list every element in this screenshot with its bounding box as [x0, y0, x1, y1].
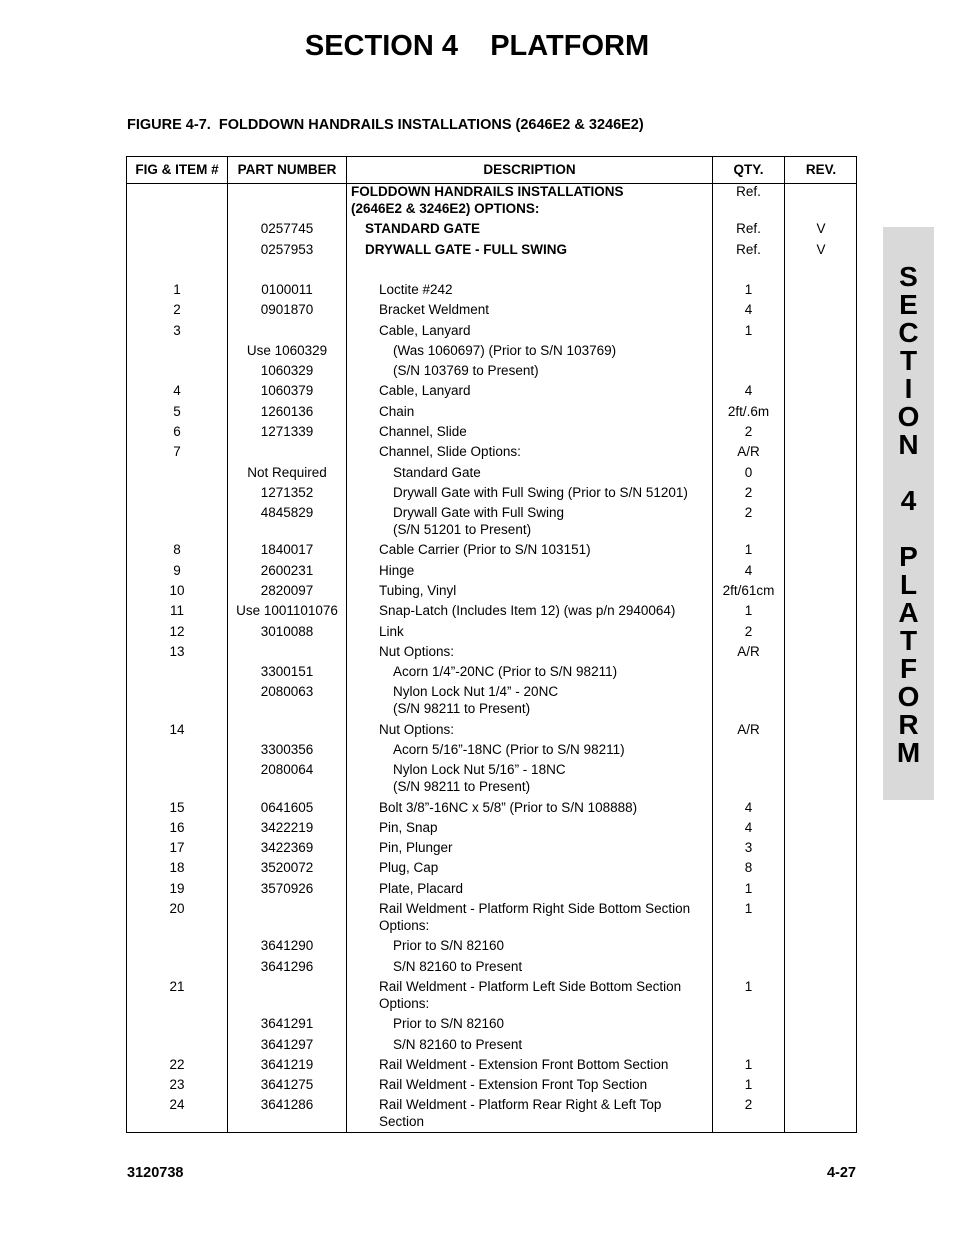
qty-cell: Ref.	[736, 221, 761, 236]
qty-cell: 1	[744, 542, 753, 557]
part-number-cell: 0257953	[260, 242, 314, 257]
description-cell: Prior to S/N 82160	[393, 1016, 505, 1031]
description-cell: Cable, Lanyard	[379, 323, 471, 338]
qty-cell: 1	[744, 901, 753, 916]
description-cell: Cable Carrier (Prior to S/N 103151)	[379, 542, 591, 557]
qty-cell: 0	[744, 465, 753, 480]
section-tab	[883, 227, 934, 800]
description-cell: Channel, Slide	[379, 424, 467, 439]
part-number-cell: 2080064	[260, 762, 314, 777]
part-number-cell: 1271352	[260, 485, 314, 500]
part-number-cell: Use 1060329	[246, 343, 328, 358]
description-cell: Snap-Latch (Includes Item 12) (was p/n 2940064)	[379, 603, 676, 618]
description-cell: Bracket Weldment	[379, 302, 490, 317]
qty-cell: 1	[744, 979, 753, 994]
tab-letter: 4	[900, 485, 917, 516]
description-cell: Acorn 5/16”-18NC (Prior to S/N 98211)	[393, 742, 625, 757]
qty-cell: A/R	[737, 444, 760, 459]
qty-cell: 4	[744, 302, 753, 317]
fig-item-cell: 9	[173, 563, 181, 578]
part-number-cell: 3641290	[260, 938, 314, 953]
header-rev: REV.	[805, 162, 837, 177]
qty-cell: 4	[744, 563, 753, 578]
description-cell: Tubing, Vinyl	[379, 583, 457, 598]
tab-letter: T	[899, 345, 918, 376]
fig-item-cell: 8	[173, 542, 181, 557]
description-cell: Prior to S/N 82160	[393, 938, 505, 953]
description-cell: Bolt 3/8”-16NC x 5/8” (Prior to S/N 108888)	[379, 800, 638, 815]
part-number-cell: 1271339	[260, 424, 314, 439]
fig-item-cell: 22	[169, 1057, 185, 1072]
fig-item-cell: 2	[173, 302, 181, 317]
section-title: SECTION 4 PLATFORM	[304, 30, 650, 62]
column-divider	[784, 157, 785, 1132]
part-number-cell: 3300356	[260, 742, 314, 757]
header-fig-item: FIG & ITEM #	[135, 162, 219, 177]
qty-cell: Ref.	[736, 184, 761, 199]
qty-cell: 2	[744, 624, 753, 639]
qty-cell: 8	[744, 860, 753, 875]
description-cell: Hinge	[379, 563, 415, 578]
fig-item-cell: 12	[169, 624, 185, 639]
description-cell: Drywall Gate with Full Swing (Prior to S/N 51201)	[393, 485, 688, 500]
part-number-cell: 3641297	[260, 1037, 314, 1052]
description-cell: Rail Weldment - Platform Right Side Bottom Section Options:	[379, 901, 691, 933]
fig-item-cell: 5	[173, 404, 181, 419]
part-number-cell: 3641275	[260, 1077, 314, 1092]
qty-cell: 3	[744, 840, 753, 855]
part-number-cell: 1060379	[260, 383, 314, 398]
part-number-cell: 1260136	[260, 404, 314, 419]
description-cell: Rail Weldment - Extension Front Bottom Section	[379, 1057, 669, 1072]
qty-cell: 2	[744, 505, 753, 520]
qty-cell: A/R	[737, 722, 760, 737]
description-cell: S/N 82160 to Present	[393, 959, 523, 974]
description-cell: (S/N 103769 to Present)	[393, 363, 539, 378]
description-cell: FOLDDOWN HANDRAILS INSTALLATIONS (2646E2 & 3246E2) OPTIONS:	[351, 184, 624, 216]
tab-letter: R	[898, 709, 919, 740]
qty-cell: 2	[744, 485, 753, 500]
qty-cell: 4	[744, 383, 753, 398]
tab-letter: P	[899, 541, 918, 572]
part-number-cell: 3641286	[260, 1097, 314, 1112]
part-number-cell: 3520072	[260, 860, 314, 875]
qty-cell: 4	[744, 820, 753, 835]
part-number-cell: 3300151	[260, 664, 314, 679]
description-cell: Rail Weldment - Platform Left Side Bottom Section Options:	[379, 979, 682, 1011]
part-number-cell: 3010088	[260, 624, 314, 639]
fig-item-cell: 19	[169, 881, 185, 896]
part-number-cell: 3570926	[260, 881, 314, 896]
description-cell: Pin, Plunger	[379, 840, 453, 855]
tab-letter: S	[899, 261, 918, 292]
tab-letter: A	[898, 597, 919, 628]
description-cell: Nylon Lock Nut 5/16” - 18NC (S/N 98211 to Present)	[393, 762, 566, 794]
qty-cell: 1	[744, 323, 753, 338]
description-cell: Rail Weldment - Platform Rear Right & Left Top Section	[379, 1097, 662, 1129]
part-number-cell: 0901870	[260, 302, 314, 317]
tab-letter: E	[899, 289, 918, 320]
fig-item-cell: 14	[169, 722, 185, 737]
description-cell: Pin, Snap	[379, 820, 438, 835]
tab-letter: T	[899, 625, 918, 656]
fig-item-cell: 1	[173, 282, 181, 297]
description-cell: Acorn 1/4”-20NC (Prior to S/N 98211)	[393, 664, 618, 679]
description-cell: Loctite #242	[379, 282, 453, 297]
part-number-cell: 2600231	[260, 563, 314, 578]
qty-cell: 1	[744, 881, 753, 896]
column-divider	[346, 157, 347, 1132]
tab-letter: L	[899, 569, 918, 600]
rev-cell: V	[816, 221, 826, 236]
description-cell: Nut Options:	[379, 644, 455, 659]
description-cell: (Was 1060697) (Prior to S/N 103769)	[393, 343, 617, 358]
qty-cell: 2ft/61cm	[722, 583, 775, 598]
fig-item-cell: 4	[173, 383, 181, 398]
part-number-cell: 3422369	[260, 840, 314, 855]
figure-title: FIGURE 4-7. FOLDDOWN HANDRAILS INSTALLATIONS (2646E2 & 3246E2)	[127, 117, 644, 133]
description-cell: Standard Gate	[393, 465, 481, 480]
part-number-cell: 1060329	[260, 363, 314, 378]
fig-item-cell: 7	[173, 444, 181, 459]
tab-letter: I	[904, 373, 913, 404]
description-cell: Nut Options:	[379, 722, 455, 737]
part-number-cell: 1840017	[260, 542, 314, 557]
fig-item-cell: 18	[169, 860, 185, 875]
fig-item-cell: 15	[169, 800, 185, 815]
tab-letter: O	[897, 401, 920, 432]
description-cell: Link	[379, 624, 404, 639]
qty-cell: 2	[744, 1097, 753, 1112]
header-part-number: PART NUMBER	[237, 162, 337, 177]
fig-item-cell: 13	[169, 644, 185, 659]
parts-table	[126, 156, 857, 1133]
part-number-cell: Use 1001101076	[236, 603, 338, 618]
qty-cell: 1	[744, 603, 753, 618]
description-cell: Drywall Gate with Full Swing (S/N 51201 to Present)	[393, 505, 565, 537]
description-cell: S/N 82160 to Present	[393, 1037, 523, 1052]
part-number-cell: 0257745	[260, 221, 314, 236]
qty-cell: 1	[744, 282, 753, 297]
fig-item-cell: 21	[169, 979, 185, 994]
part-number-cell: 0641605	[260, 800, 314, 815]
description-cell: Nylon Lock Nut 1/4” - 20NC (S/N 98211 to Present)	[393, 684, 559, 716]
qty-cell: 2	[744, 424, 753, 439]
qty-cell: 1	[744, 1077, 753, 1092]
description-cell: Cable, Lanyard	[379, 383, 471, 398]
tab-letter: M	[896, 737, 921, 768]
tab-letter: C	[898, 317, 919, 348]
fig-item-cell: 11	[169, 603, 184, 618]
page-number: 4-27	[826, 1165, 856, 1181]
part-number-cell: 3641291	[260, 1016, 314, 1031]
rev-cell: V	[816, 242, 826, 257]
qty-cell: A/R	[737, 644, 760, 659]
part-number-cell: Not Required	[247, 465, 327, 480]
part-number-cell: 3641219	[260, 1057, 314, 1072]
description-cell: DRYWALL GATE - FULL SWING	[365, 242, 567, 257]
description-cell: Rail Weldment - Extension Front Top Section	[379, 1077, 648, 1092]
tab-letter	[883, 515, 934, 543]
description-cell: Channel, Slide Options:	[379, 444, 521, 459]
qty-cell: 4	[744, 800, 753, 815]
tab-letter: O	[897, 681, 920, 712]
part-number-cell: 3641296	[260, 959, 314, 974]
fig-item-cell: 3	[173, 323, 181, 338]
fig-item-cell: 24	[169, 1097, 185, 1112]
part-number-cell: 2820097	[260, 583, 314, 598]
fig-item-cell: 16	[169, 820, 185, 835]
document-number: 3120738	[127, 1165, 184, 1181]
qty-cell: 1	[744, 1057, 753, 1072]
qty-cell: 2ft/.6m	[727, 404, 770, 419]
tab-letter: N	[898, 429, 919, 460]
part-number-cell: 0100011	[261, 282, 313, 297]
fig-item-cell: 23	[169, 1077, 185, 1092]
part-number-cell: 2080063	[260, 684, 314, 699]
description-cell: STANDARD GATE	[365, 221, 480, 236]
part-number-cell: 4845829	[260, 505, 314, 520]
tab-letter: F	[899, 653, 918, 684]
fig-item-cell: 10	[169, 583, 185, 598]
description-cell: Plate, Placard	[379, 881, 464, 896]
fig-item-cell: 20	[169, 901, 185, 916]
tab-letter	[883, 459, 934, 487]
qty-cell: Ref.	[736, 242, 761, 257]
part-number-cell: 3422219	[260, 820, 314, 835]
header-description: DESCRIPTION	[483, 162, 576, 177]
section-tab-label	[883, 263, 934, 767]
description-cell: Plug, Cap	[379, 860, 439, 875]
fig-item-cell: 6	[173, 424, 181, 439]
description-cell: Chain	[379, 404, 415, 419]
header-qty: QTY.	[733, 162, 764, 177]
fig-item-cell: 17	[169, 840, 185, 855]
